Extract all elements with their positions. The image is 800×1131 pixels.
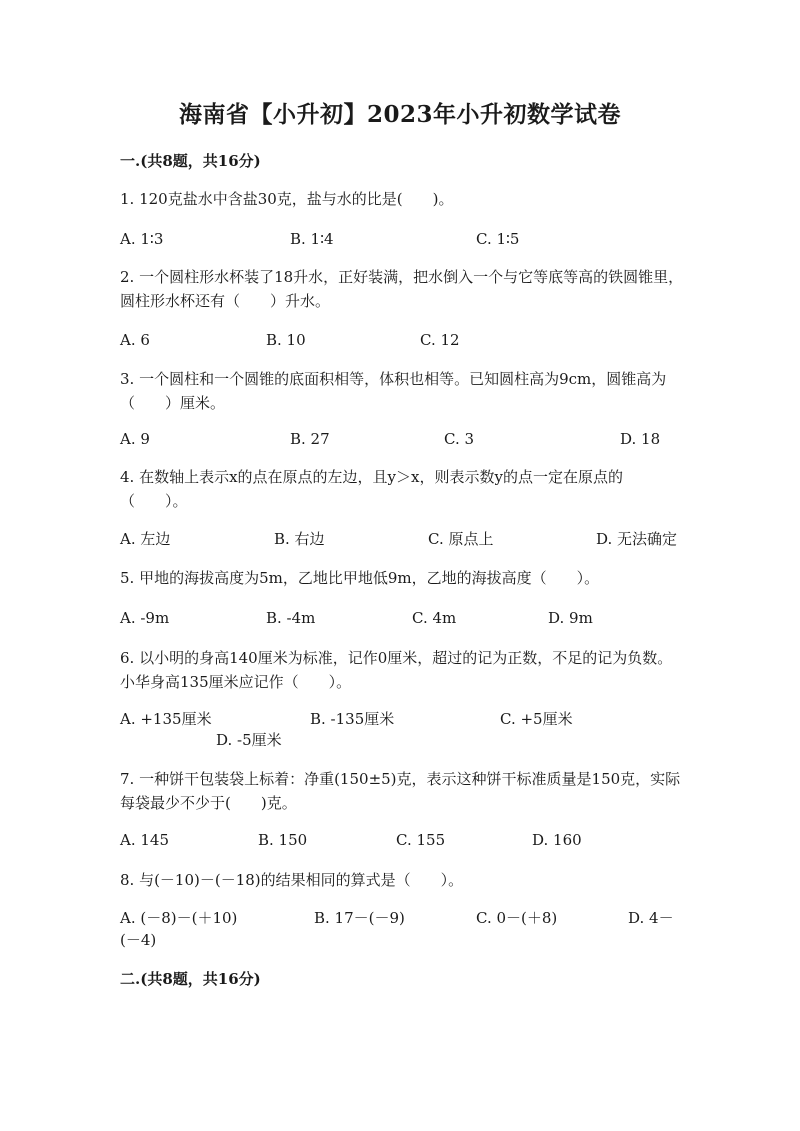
- q6-option-d: D. -5厘米: [216, 731, 282, 749]
- q6-option-c: C. +5厘米: [500, 710, 573, 728]
- q5-option-b: B. -4m: [266, 609, 316, 627]
- q4-option-b: B. 右边: [274, 530, 325, 548]
- question-4: 4. 在数轴上表示x的点在原点的左边，且y＞x，则表示数y的点一定在原点的（ ）。: [120, 468, 623, 510]
- question-5: 5. 甲地的海拔高度为5m，乙地比甲地低9m，乙地的海拔高度（ ）。: [120, 569, 600, 587]
- q5-option-c: C. 4m: [412, 609, 457, 627]
- question-8: 8. 与(－10)－(－18)的结果相同的算式是（ ）。: [120, 871, 464, 889]
- q5-option-d: D. 9m: [548, 609, 593, 627]
- q1-option-a: A. 1∶3: [120, 230, 164, 248]
- q4-option-a: A. 左边: [120, 530, 171, 548]
- q3-option-b: B. 27: [290, 430, 330, 448]
- q5-option-a: A. -9m: [120, 609, 170, 627]
- q8-option-c: C. 0－(＋8): [476, 909, 558, 927]
- q3-option-c: C. 3: [444, 430, 475, 448]
- exam-title: 海南省【小升初】2023年小升初数学试卷: [178, 101, 621, 128]
- q3-option-d: D. 18: [620, 430, 661, 448]
- q4-option-d: D. 无法确定: [596, 530, 678, 548]
- section-heading-2: 二.(共8题，共16分): [120, 970, 261, 988]
- q8-option-d: D. 4－(－4): [120, 909, 674, 949]
- q7-option-c: C. 155: [396, 831, 446, 849]
- q7-option-b: B. 150: [258, 831, 308, 849]
- q2-option-b: B. 10: [266, 331, 306, 349]
- q6-option-a: A. +135厘米: [120, 710, 212, 728]
- q7-option-a: A. 145: [120, 831, 169, 849]
- question-2: 2. 一个圆柱形水杯装了18升水，正好装满，把水倒入一个与它等底等高的铁圆锥里，圆柱形水杯还有（ ）升水。: [120, 268, 684, 310]
- q1-option-c: C. 1∶5: [476, 230, 520, 248]
- q4-option-c: C. 原点上: [428, 530, 494, 548]
- q7-option-d: D. 160: [532, 831, 582, 849]
- q6-option-b: B. -135厘米: [310, 710, 395, 728]
- q2-option-c: C. 12: [420, 331, 460, 349]
- question-7: 7. 一种饼干包装袋上标着：净重(150±5)克，表示这种饼干标准质量是150克，实际每袋最少不少于( )克。: [120, 770, 681, 812]
- question-1: 1. 120克盐水中含盐30克，盐与水的比是( )。: [120, 190, 454, 208]
- q1-option-b: B. 1∶4: [290, 230, 334, 248]
- question-6: 6. 以小明的身高140厘米为标准，记作0厘米，超过的记为正数，不足的记为负数。小华身高135厘米应记作（ ）。: [120, 649, 673, 691]
- q2-option-a: A. 6: [120, 331, 150, 349]
- question-3: 3. 一个圆柱和一个圆锥的底面积相等，体积也相等。已知圆柱高为9cm，圆锥高为（ ）厘米。: [120, 370, 667, 412]
- q8-option-a: A. (－8)－(＋10): [120, 909, 238, 927]
- q8-option-b: B. 17－(－9): [314, 909, 405, 927]
- section-heading-1: 一.(共8题，共16分): [120, 152, 261, 170]
- q3-option-a: A. 9: [120, 430, 150, 448]
